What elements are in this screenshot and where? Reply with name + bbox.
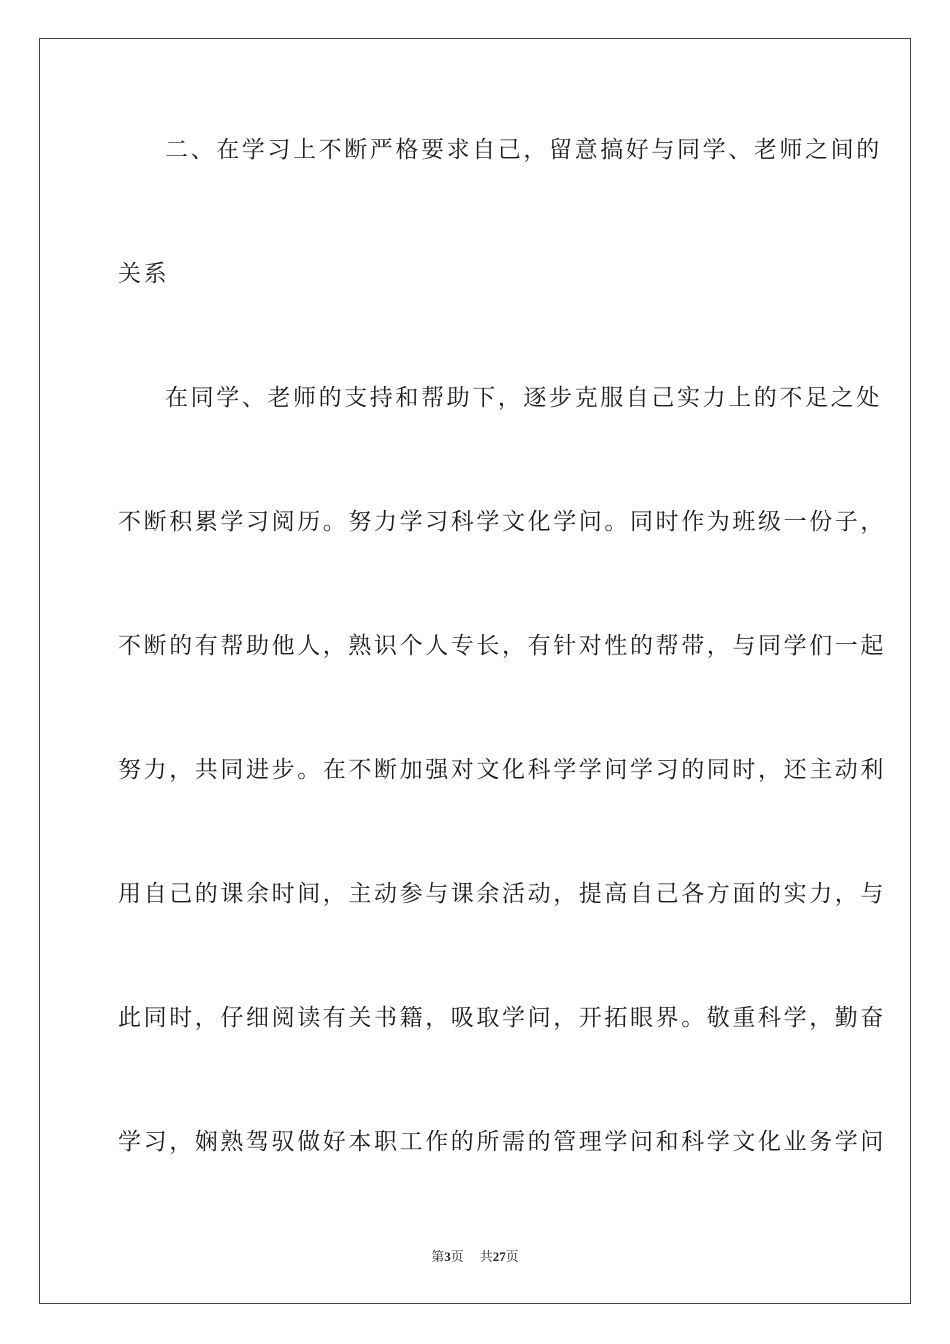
page-suffix: 页 [450,1249,464,1264]
paragraph-2-line-6: 此同时，仔细阅读有关书籍，吸取学问，开拓眼界。敬重科学，勤奋 [118,1005,886,1031]
paragraph-2-line-4: 努力，共同进步。在不断加强对文化科学学问学习的同时，还主动利 [118,757,886,783]
paragraph-2-line-1: 在同学、老师的支持和帮助下，逐步克服自己实力上的不足之处 [165,385,882,411]
paragraph-1-line-2: 关系 [118,261,170,287]
paragraph-2-line-5: 用自己的课余时间，主动参与课余活动，提高自己各方面的实力，与 [118,881,886,907]
total-pages: 27 [492,1249,506,1264]
page-prefix: 第 [431,1249,445,1264]
total-prefix: 共 [479,1249,493,1264]
paragraph-2-line-2: 不断积累学习阅历。努力学习科学文化学问。同时作为班级一份子， [118,509,886,535]
page-footer [0,1248,950,1266]
total-suffix: 页 [505,1249,519,1264]
page-number: 3 [444,1249,451,1264]
paragraph-1-line-1: 二、在学习上不断严格要求自己，留意搞好与同学、老师之间的 [165,137,882,163]
paragraph-2-line-7: 学习，娴熟驾驭做好本职工作的所需的管理学问和科学文化业务学问 [118,1129,886,1155]
page-border [39,38,911,1304]
paragraph-2-line-3: 不断的有帮助他人，熟识个人专长，有针对性的帮带，与同学们一起 [118,633,886,659]
